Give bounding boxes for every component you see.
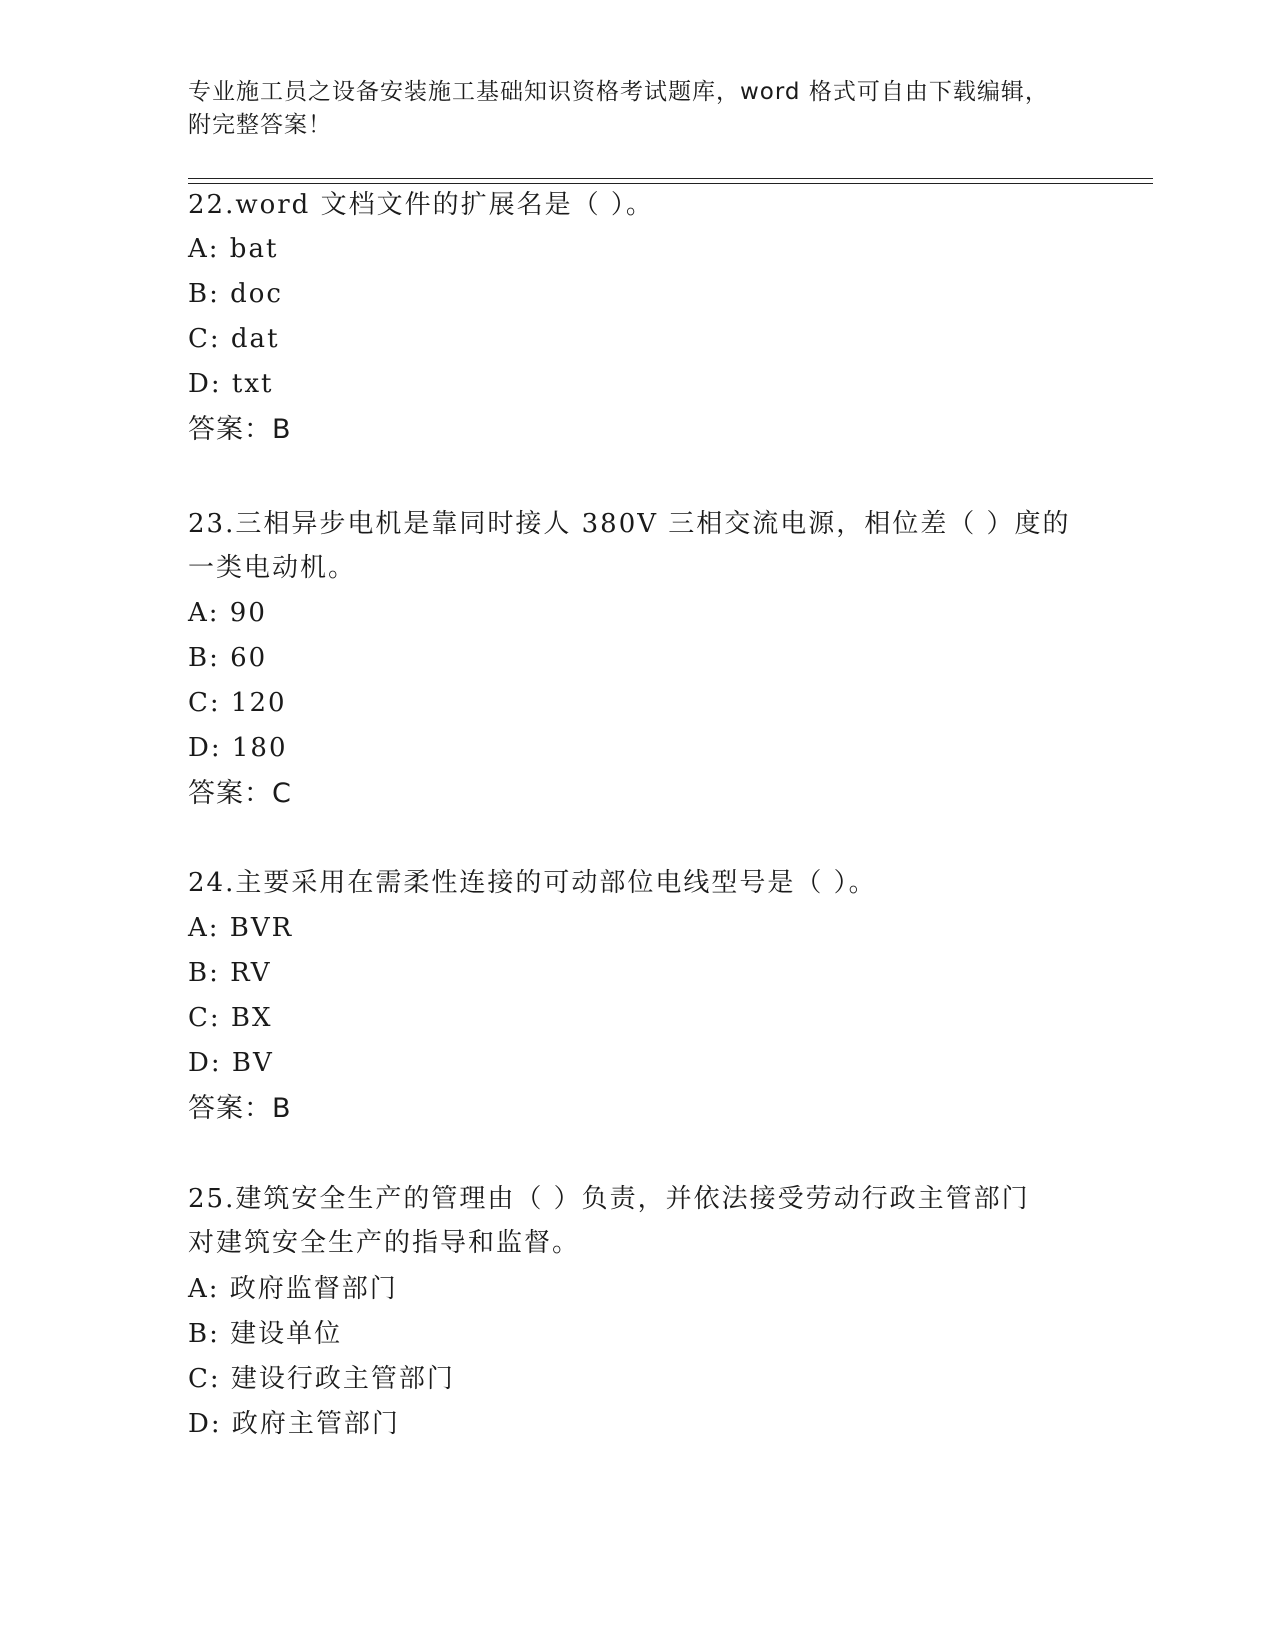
question-25-option-b: B: 建设单位: [188, 1319, 343, 1349]
question-25-option-c: C: 建设行政主管部门: [188, 1364, 455, 1394]
question-23-stem-line-2: 一类电动机。: [188, 553, 357, 583]
question-24-option-d: D: BV: [188, 1048, 274, 1078]
document-header: [188, 76, 1088, 142]
header-divider-top: [188, 178, 1153, 179]
question-23-option-a: A: 90: [188, 598, 267, 628]
question-24-option-c: C: BX: [188, 1003, 273, 1033]
question-25-stem-line-1: 25.建筑安全生产的管理由（ ）负责，并依法接受劳动行政主管部门: [188, 1184, 1030, 1214]
header-line-2: 附完整答案！: [188, 112, 332, 138]
question-23-option-b: B: 60: [188, 643, 268, 673]
question-22-option-c: C: dat: [188, 324, 280, 354]
question-25-option-a: A: 政府监督部门: [188, 1274, 398, 1304]
header-divider-bottom: [188, 183, 1153, 184]
question-23-option-d: D: 180: [188, 733, 288, 763]
question-24-answer: 答案：B: [188, 1093, 292, 1124]
question-22-option-d: D: txt: [188, 369, 274, 399]
question-23-answer: 答案：C: [188, 778, 292, 809]
question-23-option-c: C: 120: [188, 688, 287, 718]
question-24-option-a: A: BVR: [188, 913, 294, 943]
question-22-option-b: B: doc: [188, 279, 283, 309]
question-22-option-a: A: bat: [188, 234, 279, 264]
question-25-option-d: D: 政府主管部门: [188, 1409, 400, 1439]
question-24-option-b: B: RV: [188, 958, 272, 988]
header-line-1: 专业施工员之设备安装施工基础知识资格考试题库，word 格式可自由下载编辑，: [188, 79, 1049, 105]
question-25-stem-line-2: 对建筑安全生产的指导和监督。: [188, 1228, 581, 1258]
question-22-answer: 答案：B: [188, 414, 292, 445]
question-23-stem-line-1: 23.三相异步电机是靠同时接人 380V 三相交流电源，相位差（ ）度的: [188, 509, 1071, 539]
question-22-stem: 22.word 文档文件的扩展名是（ ）。: [188, 190, 654, 220]
question-24-stem: 24.主要采用在需柔性连接的可动部位电线型号是（ ）。: [188, 868, 877, 898]
